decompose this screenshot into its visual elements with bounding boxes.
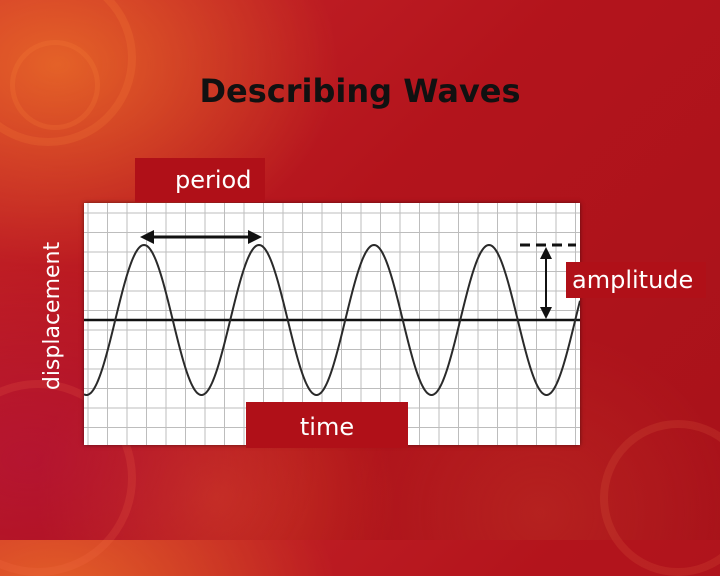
slide-title: Describing Waves bbox=[199, 72, 521, 110]
period-label: period bbox=[135, 158, 265, 202]
displacement-label: displacement bbox=[40, 241, 65, 391]
time-label: time bbox=[246, 402, 408, 448]
background-swirl bbox=[600, 420, 720, 576]
amplitude-label: amplitude bbox=[566, 262, 706, 298]
